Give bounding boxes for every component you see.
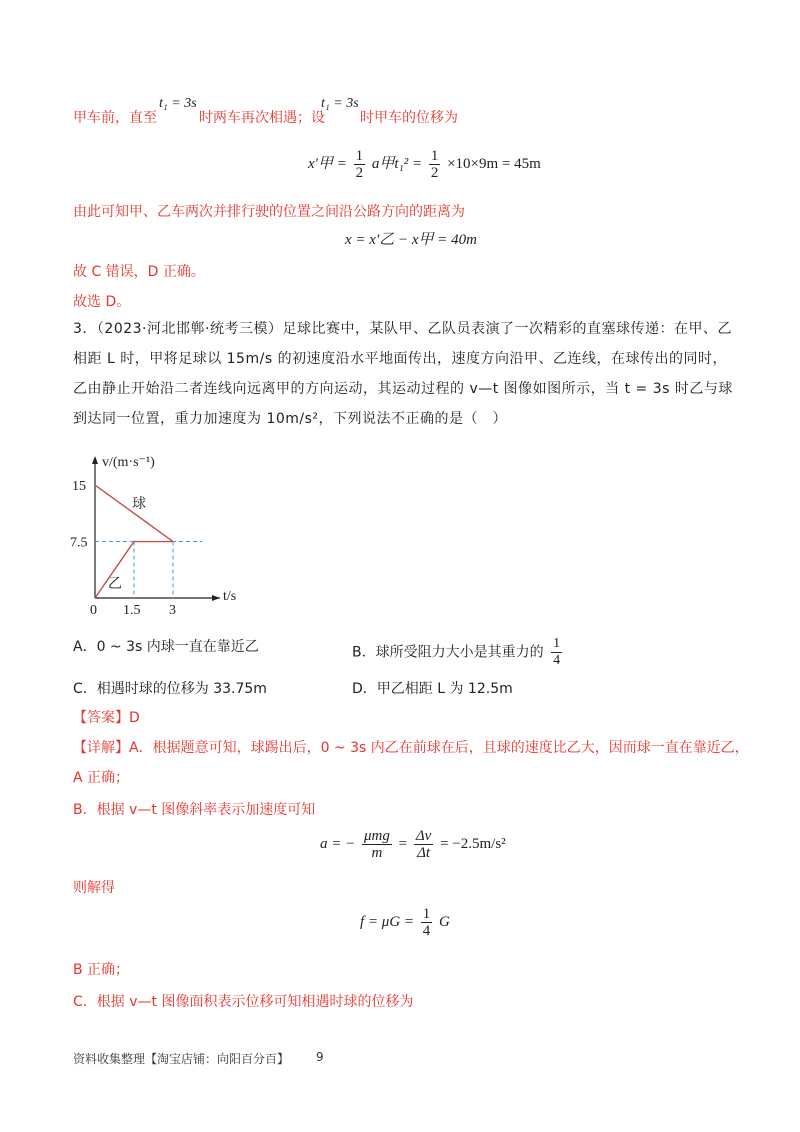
series-label-yi: 乙	[108, 577, 122, 592]
x-axis-label: t/s	[223, 589, 237, 604]
vt-chart	[70, 448, 237, 618]
solution-choice: 故选 D。	[73, 294, 131, 310]
line1-part1: 甲车前，直至	[73, 110, 157, 126]
x-tick-1-5: 1.5	[123, 603, 141, 618]
equation-friction: f = μG = $\frac{1}{4}$ G	[360, 906, 450, 939]
detail-b-correct: B 正确；	[73, 962, 130, 978]
equation-x-jia: x′甲 = $\frac{1}{2}$ a甲t₁² = $\frac{1}{2}$ ×10×9m = 45m	[308, 148, 541, 181]
series-line-ball	[95, 485, 173, 541]
line1-part3: 时甲车的位移为	[360, 110, 458, 126]
y-tick-15: 15	[72, 479, 86, 495]
option-a: A．0 ~ 3s 内球一直在靠近乙	[73, 639, 259, 655]
answer: 【答案】D	[73, 710, 140, 726]
line1-part2: 时两车再次相遇；设	[199, 110, 325, 126]
x-axis-arrow	[212, 595, 220, 601]
question-number: 3．	[73, 321, 97, 337]
eq-t1-first: t₁ = 3s	[159, 96, 197, 111]
option-c: C．相遇时球的位移为 33.75m	[73, 681, 267, 697]
question-source: （2023·河北邯郸·统考三模）	[96, 321, 283, 337]
equation-x: x = x′乙 − x甲 = 40m	[345, 232, 477, 248]
x-tick-3: 3	[169, 603, 176, 618]
y-tick-7-5: 7.5	[70, 535, 88, 551]
detail-a-correct: A 正确；	[73, 770, 130, 786]
page-number: 9	[316, 1050, 324, 1064]
footer-source: 资料收集整理【淘宝店铺：向阳百分百】	[73, 1052, 290, 1066]
equation-acceleration: a = − $\frac{\text{μmg}}{m}$ = $\frac{\Delta v}{\Delta t}$ = −2.5m/s²	[320, 828, 506, 861]
y-axis-label: v/(m·s⁻¹)	[102, 455, 155, 470]
solution-line-1	[73, 108, 157, 128]
detail-line-c: C．根据 v—t 图像面积表示位移可知相遇时球的位移为	[73, 994, 414, 1010]
option-b: B．球所受阻力大小是其重力的 $\frac{1}{4}$	[352, 636, 561, 668]
y-axis-arrow	[92, 456, 98, 464]
series-label-ball: 球	[132, 497, 146, 512]
solution-conclusion: 故 C 错误，D 正确。	[73, 264, 205, 280]
detail-line-b: B．根据 v—t 图像斜率表示加速度可知	[73, 802, 316, 818]
eq-t1-second: t₁ = 3s	[321, 96, 359, 111]
option-d: D．甲乙相距 L 为 12.5m	[352, 681, 513, 697]
detail-solve: 则解得	[73, 880, 115, 896]
x-tick-0: 0	[90, 603, 97, 618]
question-3	[73, 314, 733, 434]
detail-line-a: 【详解】A．根据题意可知，球踢出后，0 ~ 3s 内乙在前球在后，且球的速度比乙大，因而球一直在靠近乙，	[73, 740, 749, 756]
solution-line-2: 由此可知甲、乙车两次并排行驶的位置之间沿公路方向的距离为	[73, 204, 465, 220]
question-text: 足球比赛中，某队甲、乙队员表演了一次精彩的直塞球传递：在甲、乙相距 L 时，甲将足球以 15m/s 的初速度沿水平地面传出，速度方向沿甲、乙连线，在球传出的同时，乙由静止开始沿二者连线向远离甲的方向运动，其运动过程的 v—t 图像如图所示，当 t = 3s 时乙与球到达同一位置，重力加速度为 10m/s²，下列说法不正确的是（ ）	[73, 321, 733, 427]
